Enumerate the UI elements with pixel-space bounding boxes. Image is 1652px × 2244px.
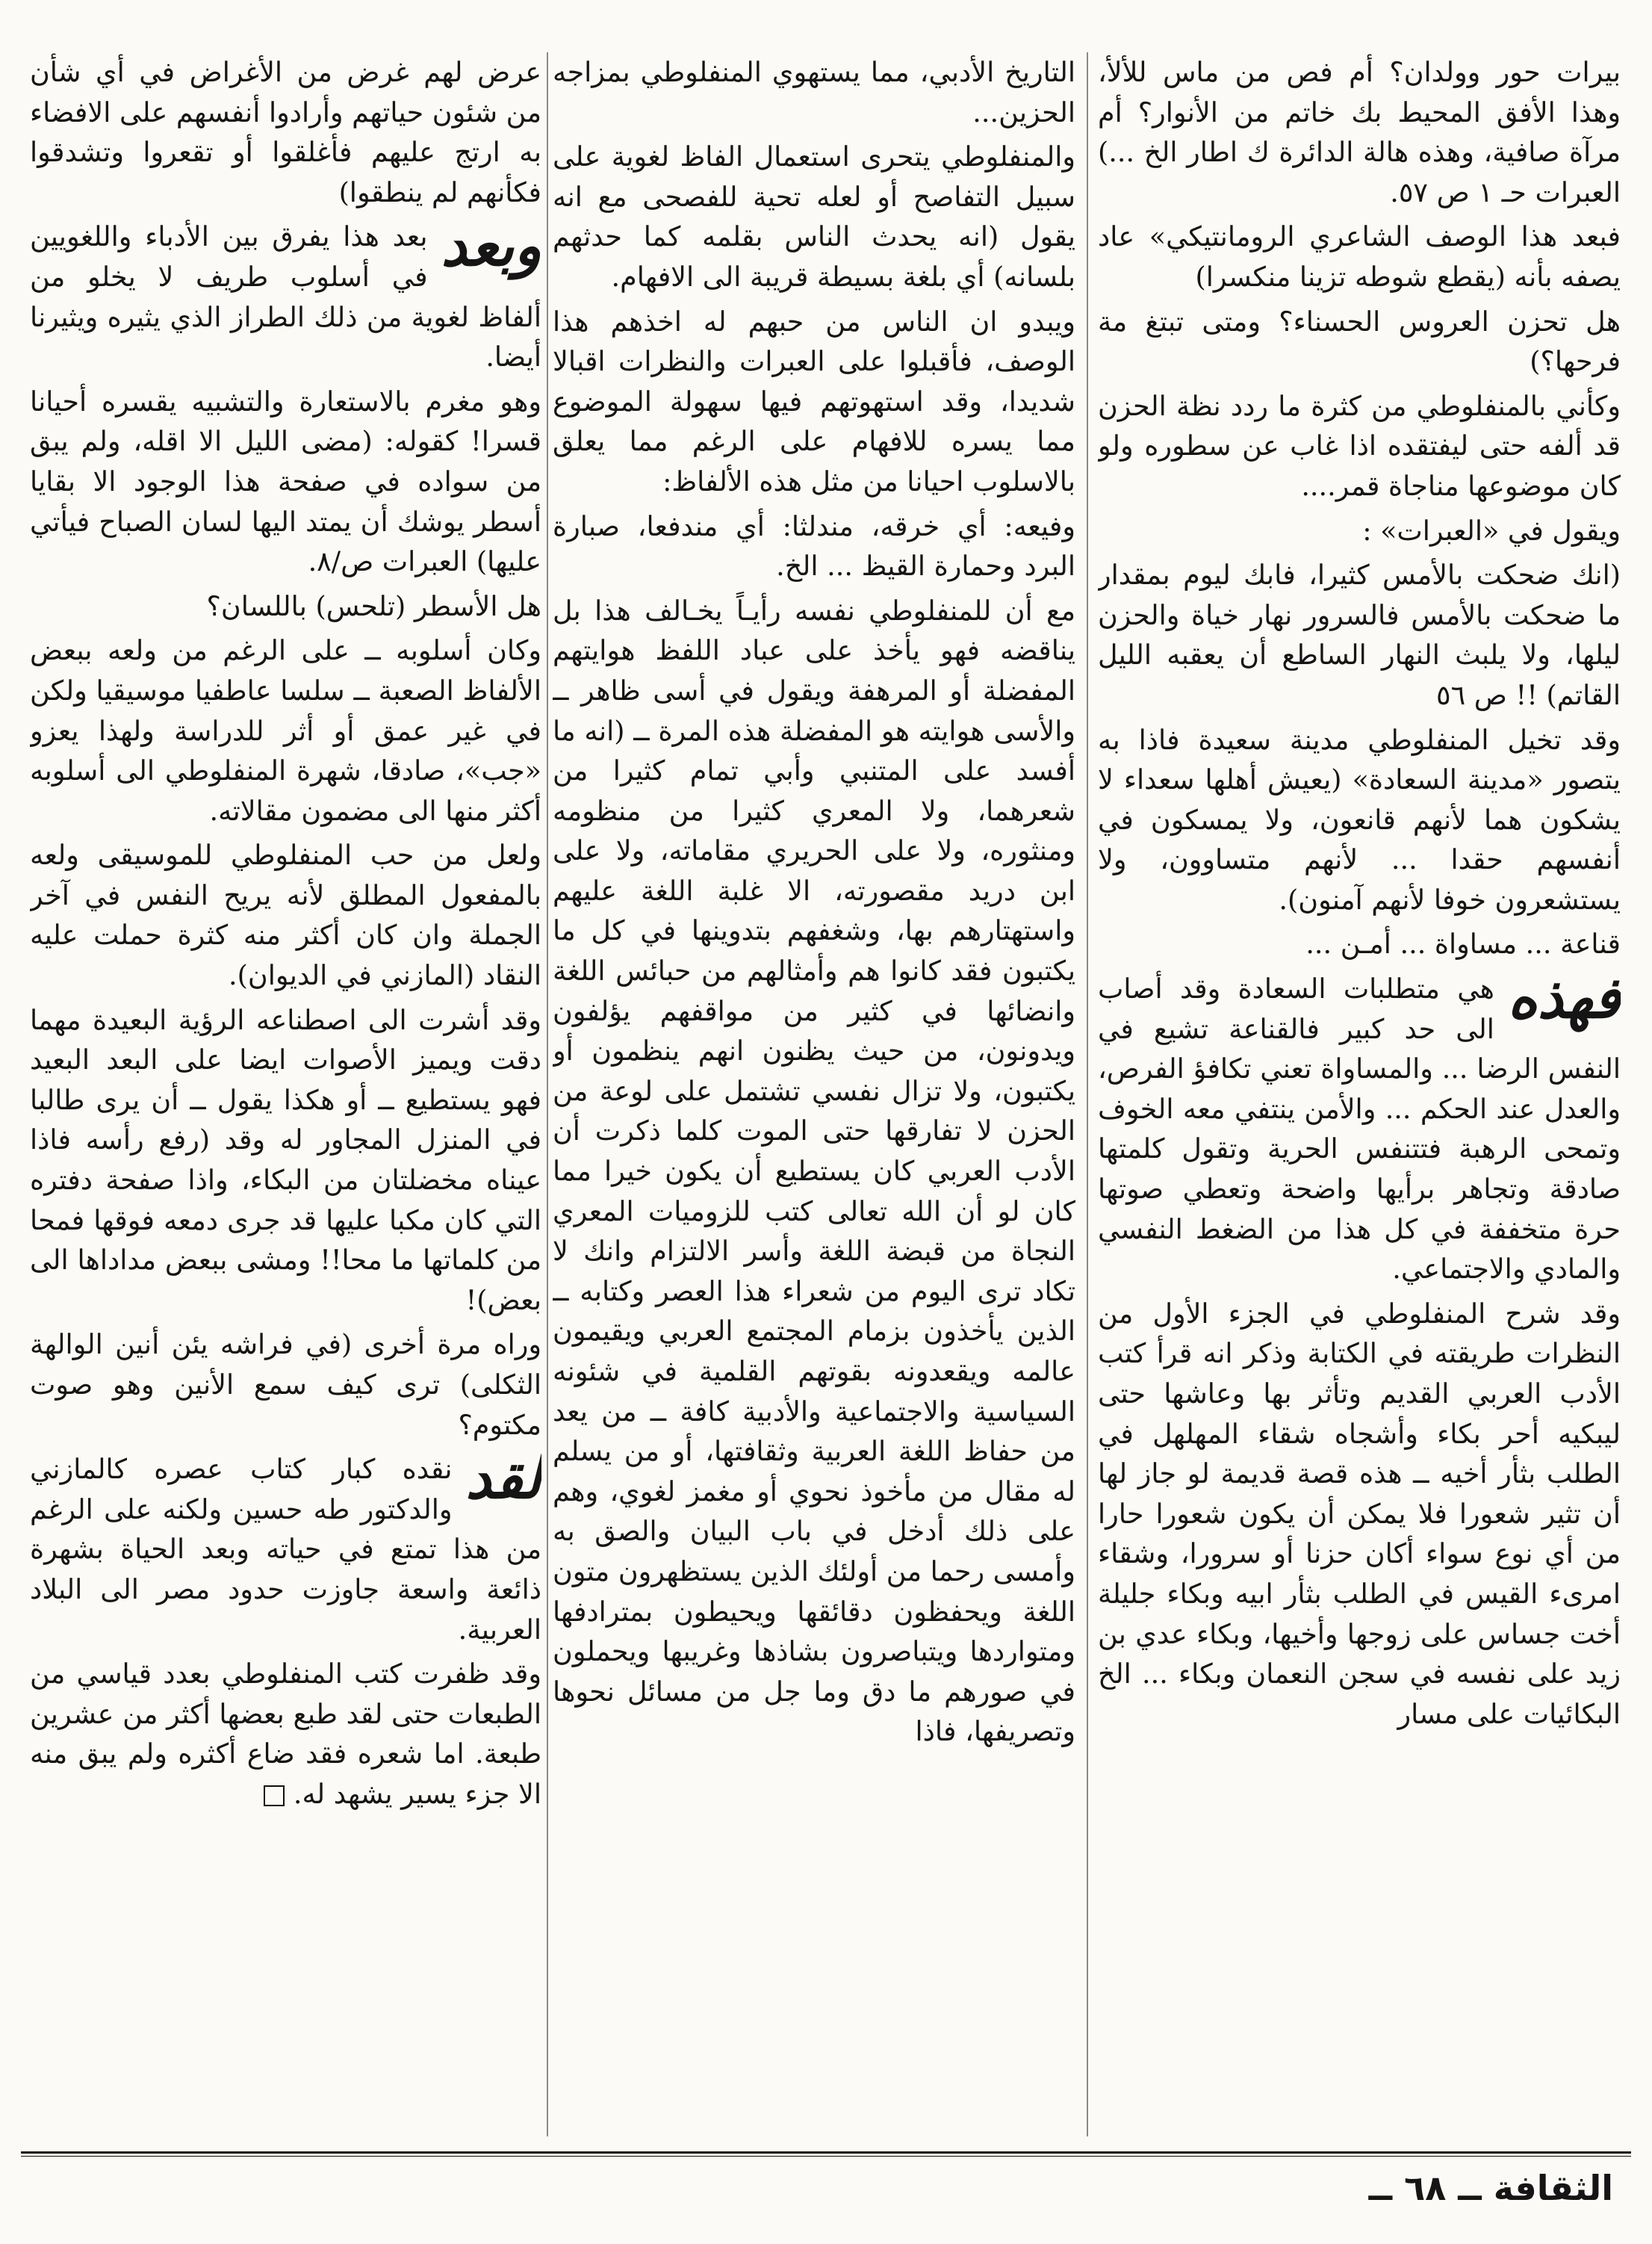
paragraph-text: وقد ظفرت كتب المنفلوطي بعدد قياسي من الطبعات حتى لقد طبع بعضها أكثر من عشرين طبعة. اما شعره فقد ضاع أكثره ولم يبق منه الا جزء يسير يشهد له.	[30, 1658, 541, 1810]
paragraph: (انك ضحكت بالأمس كثيرا، فابك ليوم بمقدار ما ضحكت بالأمس فالسرور نهار خياة والحزن ليلها، ولا يلبث النهار الساطع أن يعقبه الليل القاتم) !! ص ٥٦	[1098, 559, 1621, 711]
paragraph: وقد تخيل المنفلوطي مدينة سعيدة فاذا به يتصور «مدينة السعادة» (يعيش أهلها سعداء لا يشكون هما لأنهم قانعون، ولا يمسكون في أنفسهم حقدا ... لأنهم متساوون، ولا يستشعرون خوفا لأنهم آمنون).	[1098, 723, 1621, 916]
column-divider	[1087, 52, 1088, 2136]
paragraph: ولعل من حب المنفلوطي للموسيقى ولعه بالمفعول المطلق لأنه يريح النفس في آخر الجملة وان كان أكثر منه كثرة حملت عليه النقاد (المازني في الديوان).	[30, 839, 541, 992]
paragraph: مع أن للمنفلوطي نفسه رأيـاً يخـالف هذا بل يناقضه فهو يأخذ على عباد اللفظ هوايتهم المفضلة أو المرهفة ويقول في أسى ظاهر ــ والأسى هوايته هو المفضلة هذه المرة ــ (انه ما أفسد على المتنبي وأبي تمام كثيرا من شعرهما، ولا المعري كثيرا من منظومه ومنثوره، ولا على الحريري مقاماته، ولا على ابن دريد مقصورته، الا غلبة اللغة عليهم واستهتارهم بها، وشغفهم بتدوينها في كل ما يكتبون فقد كانوا هم وأمثالهم من حبائس اللغة وانضائها في كثير من مواقفهم يؤلفون ويدونون، من حيث يظنون انهم ينظمون أو يكتبون، ولا تزال نفسي تشتمل على لوعة من الحزن لا تفارقها حتى الموت كلما ذكرت أن الأدب العربي كان يستطيع أن يكون خيرا مما كان لو أن الله تعالى كتب للزوميات المعري النجاة من قبضة اللغة وأسر الالتزام وانك لا تكاد ترى اليوم من شعراء هذا العصر وكتابه ــ الذين يأخذون بزمام المجتمع العربي ويقيمون عالمه ويقعدونه بقوتهم القلمية في شئونه السياسية والاجتماعية والأدبية كافة ــ من يعد من حفاظ اللغة العربية وثقافتها، أو من يسلم له مقال من مأخوذ نحوي أو مغمز لغوي، وهم على ذلك أدخل في باب البيان والصق به وأمسى رحما من أولئك الذين يستظهرون متون اللغة ويحفظون دقائقها ويحيطون بمترادفها ومتواردها ويتباصرون بشاذها وغريبها ويحملون في صورهم ما دق وما جل من مسائل نحوها وتصريفها، فاذا	[553, 594, 1075, 1748]
paragraph-final	[30, 1654, 541, 1814]
paragraph: وفيعه: أي خرقه، مندلثا: أي مندفعا، صبارة البرد وحمارة القيظ ... الخ.	[553, 509, 1075, 583]
column-divider	[547, 52, 548, 2136]
paragraph: وراه مرة أخرى (في فراشه يئن أنين الوالهة الثكلى) ترى كيف سمع الأنين وهو صوت مكتوم؟	[30, 1328, 541, 1441]
paragraph: وكأني بالمنفلوطي من كثرة ما ردد نظة الحزن قد ألفه حتى ليفتقده اذا غاب عن سطوره ولو كان موضوعها مناجاة قمر....	[1098, 389, 1621, 502]
page-footer: الثقافة ــ ٦٨ ــ	[1368, 2168, 1613, 2208]
paragraph-text: هي متطلبات السعادة وقد أصاب الى حد كبير فالقناعة تشيع في النفس الرضا ... والمساواة تعني تكافؤ الفرص، والعدل عند الحكم ... والأمن ينتفي معه الخوف وتمحى الرهبة فتتنفس الحرية وتقول كلمتها صادقة وتجاهر برأيها واضحة وتعطي صوتها حرة متخففة في كل هذا من الضغط النفسي والمادي والاجتماعي.	[1098, 973, 1621, 1286]
paragraph: وكان أسلوبه ــ على الرغم من ولعه ببعض الألفاظ الصعبة ــ سلسا عاطفيا موسيقيا ولكن في غير عمق أو أثر للدراسة ولهذا يعزو «جب»، صادقا، شهرة المنفلوطي الى أسلوبه أكثر منها الى مضمون مقالاته.	[30, 634, 541, 827]
paragraph: قناعة ... مساواة ... أمـن ...	[1305, 928, 1621, 961]
section-marker: وبعد	[441, 212, 541, 279]
paragraph: والمنفلوطي يتحرى استعمال الفاظ لغوية على سبيل التفاصح أو لعله تحية للفصحى مع انه يقول (انه يحدث الناس بقلمه كما حدثهم بلسانه) أي بلغة بسيطة قريبة الى الافهام.	[553, 140, 1075, 293]
paragraph-with-marker	[1098, 964, 1621, 1289]
end-of-article-square-icon	[264, 1785, 285, 1806]
paragraph: التاريخ الأدبي، مما يستهوي المنفلوطي بمزاجه الحزين...	[553, 56, 1075, 128]
section-marker: لقد	[465, 1445, 541, 1512]
column-middle	[553, 52, 1075, 2144]
paragraph: ويبدو ان الناس من حبهم له اخذهم هذا الوصف، فأقبلوا على العبرات والنظرات اقبالا شديدا، وقد استهوتهم فيها سهولة الموضوع مما يسره للافهام على الرغم مما يعلق بالاسلوب احيانا من مثل هذه الألفاظ:	[553, 305, 1075, 498]
paragraph: وقد شرح المنفلوطي في الجزء الأول من النظرات طريقته في الكتابة وذكر انه قرأ كتب الأدب العربي القديم وتأثر بها وعاشها حتى ليبكيه أحر بكاء وأشجاه شقاء المهلهل في الطلب بثأر أخيه ــ هذه قصة قديمة لو جاز لها أن تثير شعورا فلا يمكن أن يكون شعورا حارا من أي نوع سواء أكان حزنا أو سرورا، وشقاء امرىء القيس في الطلب بثأر ابيه وبكاء جليلة أخت جساس على زوجها وأخيها، وبكاء عدي بن زيد على نفسه في سجن النعمان وبكاء ... الخ البكائيات على مسار	[1098, 1297, 1621, 1730]
paragraph: هل الأسطر (تلحس) باللسان؟	[206, 589, 541, 622]
paragraph-with-marker	[30, 1445, 541, 1649]
paragraph: وقد أشرت الى اصطناعه الرؤية البعيدة مهما دقت ويميز الأصوات ايضا على البعد البعيد فهو يستطيع ــ أو هكذا يقول ــ أن يرى طالبا في المنزل المجاور له وقد (رفع رأسه فاذا عيناه مخضلتان من البكاء، واذا صفحة دفتره التي كان مكبا عليها قد جرى دمعه فوقها فمحا من كلماتها ما محا!! ومشى ببعض مداداها الى بعض)!	[30, 1003, 541, 1316]
paragraph: فبعد هذا الوصف الشاعري الرومانتيكي» عاد يصفه بأنه (يقطع شوطه تزينا منكسرا)	[1098, 220, 1621, 293]
paragraph: ويقول في «العبرات» :	[1362, 514, 1621, 547]
footer-rule	[21, 2151, 1631, 2154]
column-left	[30, 52, 541, 2144]
paragraph-text: نقده كبار كتاب عصره كالمازني والدكتور طه حسين ولكنه على الرغم من هذا تمتع في حياته وبعد الحياة بشهرة ذائعة واسعة جاوزت حدود مصر الى البلاد العربية.	[30, 1453, 541, 1646]
column-right	[1098, 52, 1621, 2144]
paragraph-text: بعد هذا يفرق بين الأدباء واللغويين في أسلوب طريف لا يخلو من ألفاظ لغوية من ذلك الطراز الذي يثيره ويثيرنا أيضا.	[30, 220, 541, 374]
paragraph: هل تحزن العروس الحسناء؟ ومتى تبتغ مة فرحها؟)	[1098, 305, 1621, 378]
paragraph: بيرات حور وولدان؟ أم فص من ماس للألأ، وهذا الأفق المحيط بك خاتم من الأنوار؟ أم مرآة صافية، وهذه هالة الدائرة ك اطار الخ ...) العبرات حـ ١ ص ٥٧.	[1098, 56, 1621, 208]
section-marker: فهذه	[1507, 964, 1621, 1032]
paragraph: عرض لهم غرض من الأغراض في أي شأن من شئون حياتهم وأرادوا أنفسهم على الافضاء به ارتج عليهم فأغلقوا أو تقعروا وتشدقوا فكأنهم لم ينطقوا)	[30, 56, 541, 208]
paragraph-with-marker	[30, 212, 541, 376]
footer-rule-thin	[21, 2156, 1631, 2157]
paragraph: وهو مغرم بالاستعارة والتشبيه يقسره أحيانا قسرا! كقوله: (مضى الليل الا اقله، ولم يبق من سواده في صفحة هذا الوجود الا بقايا أسطر يوشك أن يمتد اليها لسان الصباح فيأتي عليها) العبرات ص/٨.	[30, 385, 541, 578]
